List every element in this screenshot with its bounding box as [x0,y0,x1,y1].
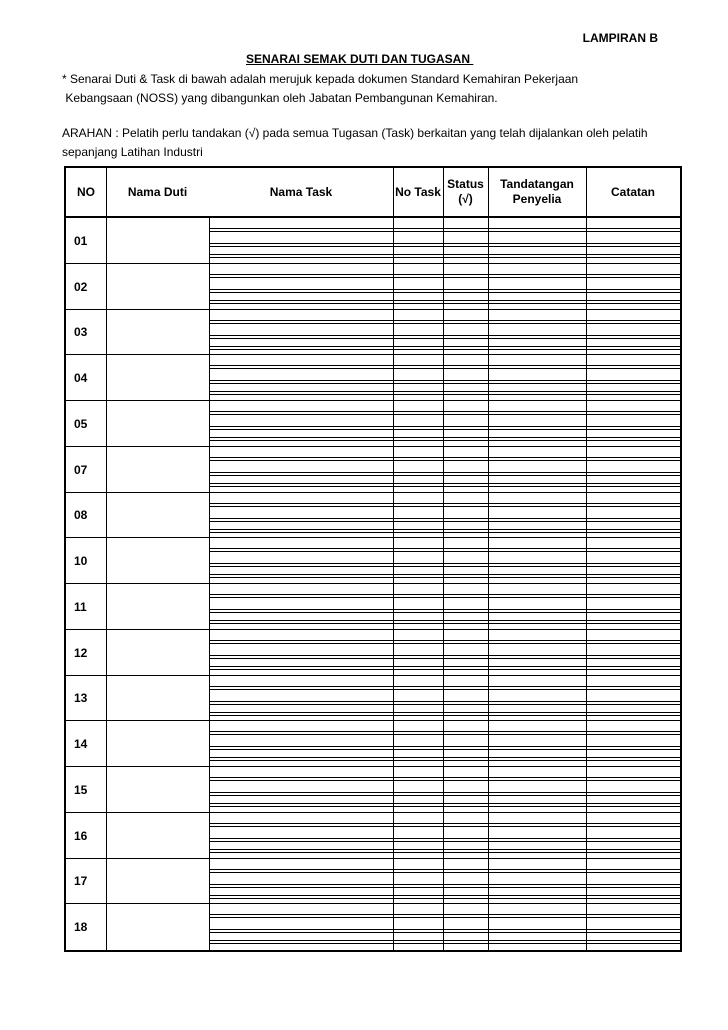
task-line [209,704,680,705]
task-line [209,669,680,670]
task-line [209,940,680,941]
task-line [209,394,680,395]
note-text [62,70,578,108]
task-line [209,777,680,778]
task-line [209,731,680,732]
header-no-task: No Task [395,184,441,199]
header-status [443,168,488,216]
task-line [209,887,680,888]
header-status-line1: Status [447,177,484,191]
task-line [209,689,680,690]
task-line [209,472,680,473]
header-tandatangan [488,168,586,216]
task-line [209,483,680,484]
task-line [209,712,680,713]
row-number: 02 [74,279,88,294]
row-number: 05 [74,416,88,431]
task-line [209,780,680,781]
table-row [66,218,680,264]
table-row [66,493,680,539]
task-line [209,563,680,564]
task-line [209,338,680,339]
header-nama-duti: Nama Duti [127,184,188,199]
task-line [209,803,680,804]
task-line [209,300,680,301]
task-line [209,806,680,807]
table-row [66,767,680,813]
task-line [209,623,680,624]
instruction-text [62,124,702,161]
task-line [209,792,680,793]
row-number: 07 [74,462,88,477]
table-row [66,538,680,584]
task-line [209,943,680,944]
task-line [209,521,680,522]
task-line [209,715,680,716]
task-line [209,228,680,229]
task-line [209,243,680,244]
table-row [66,310,680,356]
task-line [209,486,680,487]
task-line [209,292,680,293]
task-line [209,551,680,552]
task-line [209,518,680,519]
table-row [66,721,680,767]
header-catatan: Catatan [610,184,655,199]
task-line [209,529,680,530]
task-line [209,734,680,735]
header-status-line2: (√) [458,192,473,206]
task-line [209,841,680,842]
row-number: 12 [74,645,88,660]
task-line [209,566,680,567]
task-line [209,612,680,613]
task-line [209,368,680,369]
task-line [209,254,680,255]
task-line [209,609,680,610]
row-number: 03 [74,325,88,340]
row-number: 18 [74,920,88,935]
task-line [209,869,680,870]
task-line [209,884,680,885]
task-line [209,460,680,461]
row-number: 04 [74,371,88,386]
table-row [66,447,680,493]
task-line [209,506,680,507]
task-line [209,437,680,438]
task-line [209,277,680,278]
task-line [209,503,680,504]
task-line [209,701,680,702]
row-number: 17 [74,874,88,889]
task-line [209,898,680,899]
task-line [209,620,680,621]
task-line [209,246,680,247]
task-line [209,849,680,850]
task-line [209,383,680,384]
checklist-table [64,166,682,952]
note-line-2: Kebangsaan (NOSS) yang dibangunkan oleh Jabatan Pembangunan Kemahiran. [62,91,498,105]
task-line [209,643,680,644]
task-line [209,746,680,747]
header-tandatangan-line1: Tandatangan [500,177,574,191]
task-line [209,574,680,575]
table-row [66,264,680,310]
task-line [209,349,680,350]
page-title: SENARAI SEMAK DUTI DAN TUGASAN [246,52,474,66]
task-line [209,548,680,549]
row-number: 08 [74,508,88,523]
task-line [209,757,680,758]
task-line [209,346,680,347]
row-number: 01 [74,233,88,248]
task-line [209,323,680,324]
task-line [209,932,680,933]
task-line [209,475,680,476]
table-row [66,584,680,630]
note-line-1: * Senarai Duti & Task di bawah adalah merujuk kepada dokumen Standard Kemahiran Pekerjaan [62,72,579,86]
table-row [66,904,680,950]
row-number: 15 [74,782,88,797]
task-line [209,872,680,873]
row-number: 13 [74,691,88,706]
task-line [209,655,680,656]
row-number: 14 [74,737,88,752]
task-line [209,365,680,366]
task-line [209,852,680,853]
instruction-line-2: sepanjang Latihan Industri [62,144,203,159]
table-header [66,168,680,218]
task-line [209,658,680,659]
task-line [209,303,680,304]
table-row [66,401,680,447]
task-line [209,274,680,275]
task-line [209,917,680,918]
header-no: NO [77,184,95,199]
task-line [209,597,680,598]
instruction-line-1: ARAHAN : Pelatih perlu tandakan (√) pada semua Tugasan (Task) berkaitan yang telah dijalankan oleh pelatih [62,126,648,140]
task-line [209,289,680,290]
task-line [209,440,680,441]
task-line [209,335,680,336]
task-line [209,640,680,641]
header-tandatangan-line2: Penyelia [512,192,562,206]
task-line [209,411,680,412]
task-line [209,577,680,578]
task-line [209,391,680,392]
task-line [209,823,680,824]
table-row [66,859,680,905]
task-line [209,426,680,427]
task-line [209,666,680,667]
task-line [209,929,680,930]
task-line [209,895,680,896]
task-line [209,414,680,415]
task-line [209,320,680,321]
table-row [66,813,680,859]
task-line [209,838,680,839]
task-line [209,231,680,232]
table-row [66,630,680,676]
row-number: 16 [74,828,88,843]
task-line [209,914,680,915]
task-line [209,457,680,458]
task-line [209,532,680,533]
row-number: 11 [74,599,87,614]
task-line [209,429,680,430]
header-nama-task: Nama Task [269,184,333,199]
task-line [209,686,680,687]
task-line [209,257,680,258]
task-line [209,380,680,381]
lampiran-label: LAMPIRAN B [582,31,658,45]
task-line [209,760,680,761]
task-line [209,826,680,827]
task-line [209,749,680,750]
task-line [209,795,680,796]
row-number: 10 [74,554,88,569]
table-row [66,355,680,401]
task-line [209,594,680,595]
table-row [66,676,680,722]
